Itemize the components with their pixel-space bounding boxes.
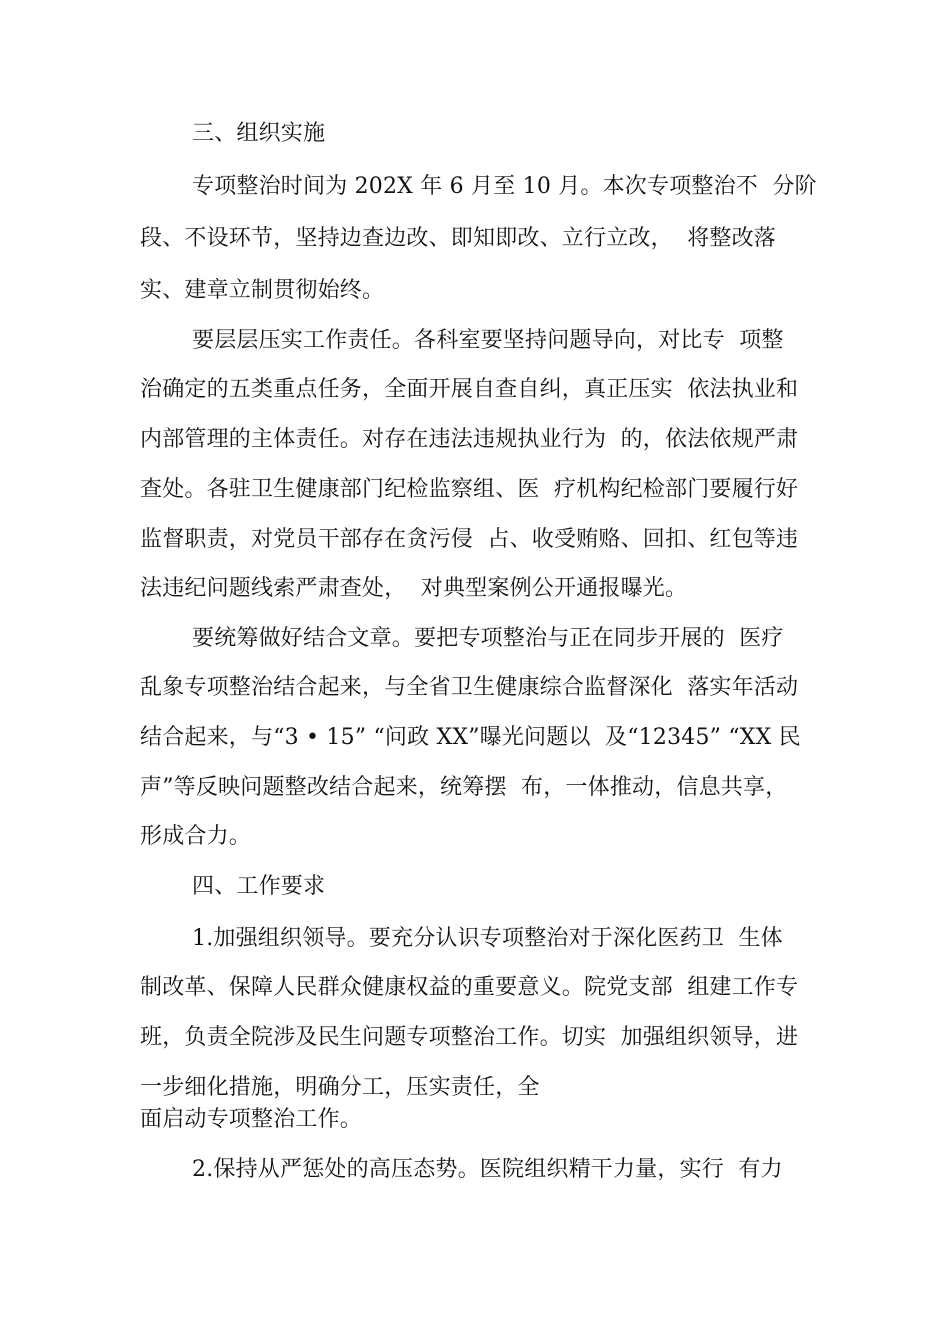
- paragraph-line: 形成合力。: [140, 824, 252, 849]
- paragraph-line: 一步细化措施，明确分工，压实责任，全: [140, 1075, 540, 1100]
- paragraph-line: 制改革、保障人民群众健康权益的重要意义。院党支部 组建工作专: [140, 975, 799, 1000]
- paragraph-line: 实、建章立制贯彻始终。: [140, 278, 385, 303]
- paragraph-line: 要层层压实工作责任。各科室要坚持问题导向，对比专 项整: [192, 328, 784, 353]
- paragraph-line: 治确定的五类重点任务，全面开展自查自纠，真正压实 依法执业和: [140, 377, 799, 402]
- paragraph-line: 乱象专项整治结合起来，与全省卫生健康综合监督深化 落实年活动: [140, 675, 799, 700]
- paragraph-line: 1.加强组织领导。要充分认识专项整治对于深化医药卫 生体: [192, 926, 783, 951]
- paragraph-line: 2.保持从严惩处的高压态势。医院组织精干力量，实行 有力: [192, 1157, 783, 1182]
- paragraph-line: 内部管理的主体责任。对存在违法违规执业行为 的，依法依规严肃: [140, 427, 799, 452]
- paragraph-line: 专项整治时间为 202X 年 6 月至 10 月。本次专项整治不 分阶: [192, 174, 817, 199]
- paragraph-line: 段、不设环节，坚持边查边改、即知即改、立行立改， 将整改落: [140, 226, 776, 251]
- paragraph-line: 结合起来，与“3 • 15” “问政 XX”曝光问题以 及“12345” “XX 民: [140, 725, 801, 750]
- section-heading-requirements: 四、工作要求: [192, 874, 326, 899]
- paragraph-line: 班，负责全院涉及民生问题专项整治工作。切实 加强组织领导，进: [140, 1025, 799, 1050]
- paragraph-line: 声”等反映问题整改结合起来，统筹摆 布，一体推动，信息共享，: [140, 775, 788, 800]
- paragraph-line: 查处。各驻卫生健康部门纪检监察组、医 疗机构纪检部门要履行好: [140, 477, 799, 502]
- paragraph-line: 监督职责，对党员干部存在贪污侵 占、收受贿赂、回扣、红包等违: [140, 527, 799, 552]
- section-heading-organization: 三、组织实施: [192, 121, 326, 146]
- paragraph-line: 法违纪问题线索严肃查处， 对典型案例公开通报曝光。: [140, 576, 688, 601]
- paragraph-line: 要统筹做好结合文章。要把专项整治与正在同步开展的 医疗: [192, 626, 784, 651]
- paragraph-line: 面启动专项整治工作。: [140, 1107, 363, 1132]
